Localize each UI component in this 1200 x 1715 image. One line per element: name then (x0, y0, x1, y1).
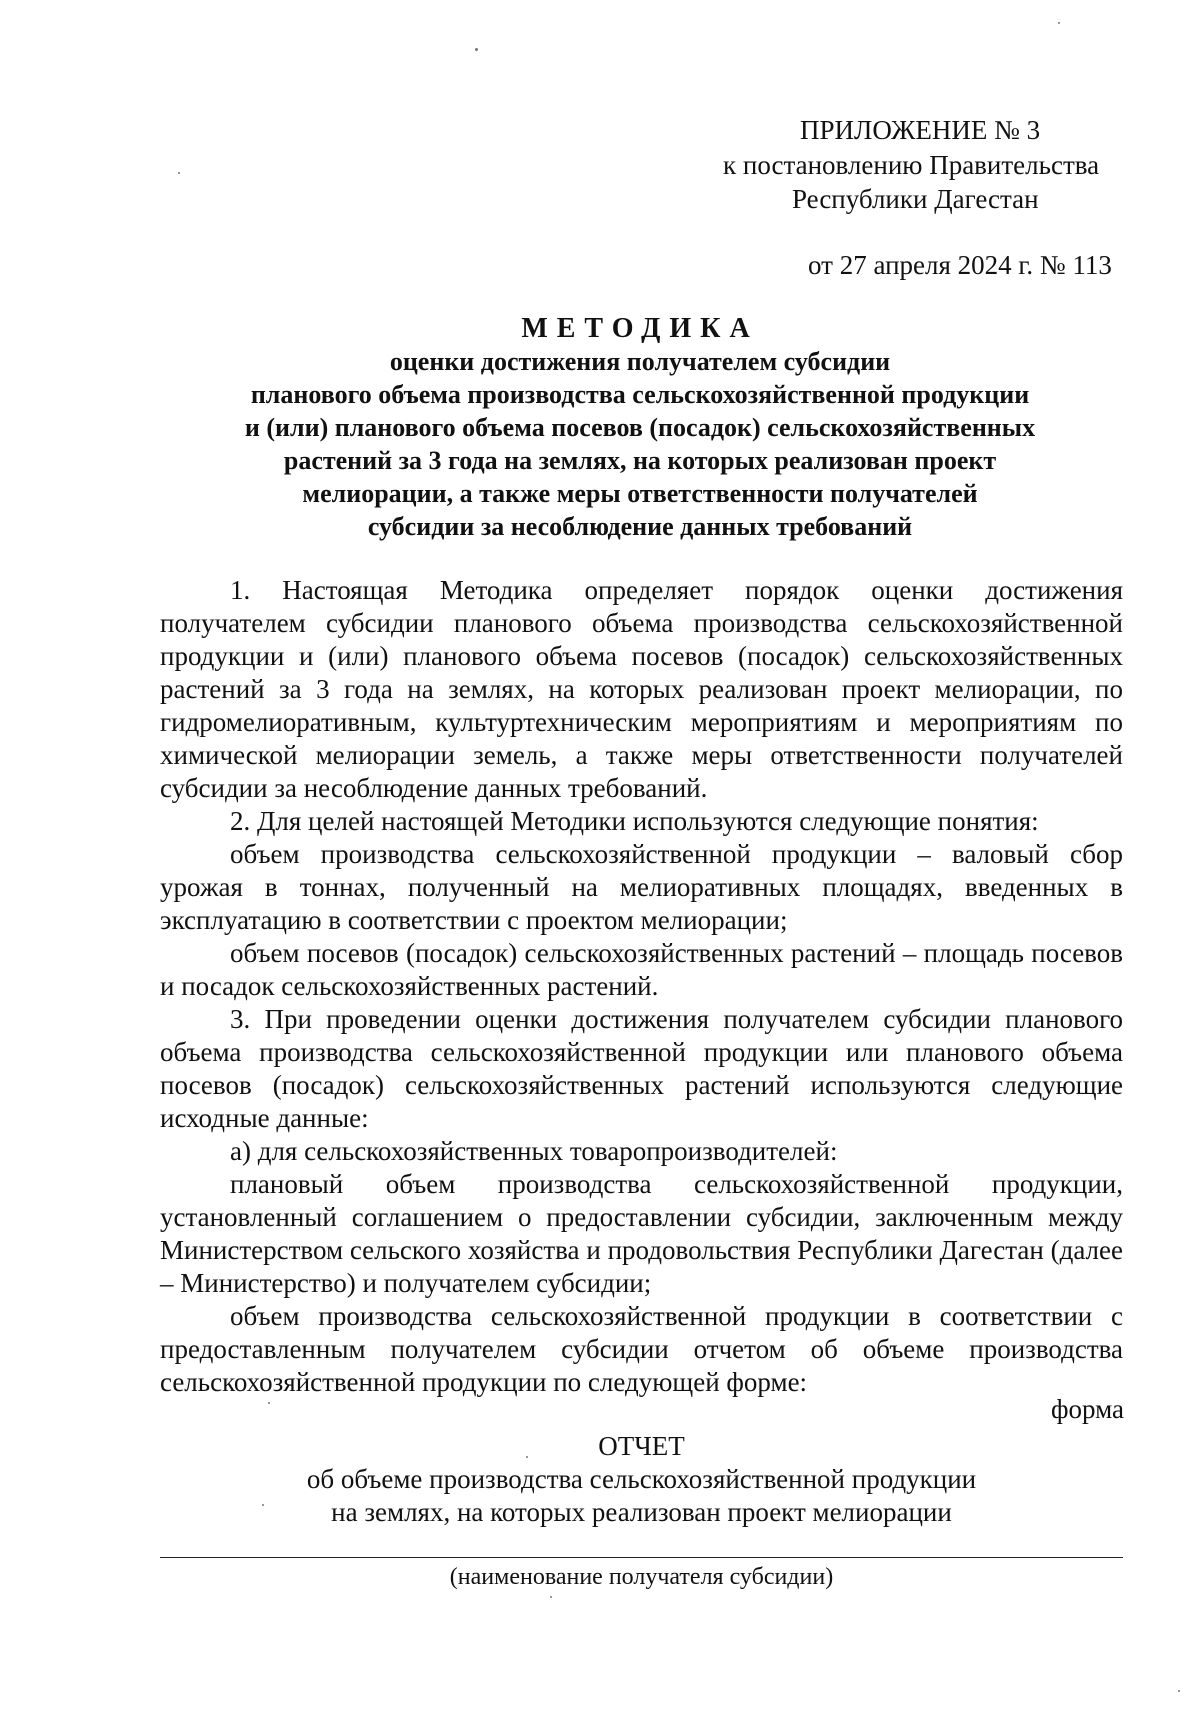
paragraph: объем производства сельскохозяйственной продукции – валовый сбор урожая в тоннах, полученный на мелиоративных площадях, введенных в эксплуатацию в соответствии с проектом мелиорации; (160, 839, 1123, 935)
report-subtitle: на землях, на которых реализован проект мелиорации (331, 1497, 952, 1527)
document-title (150, 312, 1130, 543)
scan-speck (268, 1402, 270, 1404)
report-subtitle: об объеме производства сельскохозяйственной продукции (306, 1464, 977, 1494)
paragraph: 1. Настоящая Методика определяет порядок оценки достижения получателем субсидии планового объема производства сельскохозяйственной продукции и (или) планового объема посевов (посадок) сельскохозяйственных растений за 3 года на землях, на которых реализован проект мелиорации, по гидромелиоративным, культуртехническим мероприятиям и мероприятиям по химической мелиорации земель, а также меры ответственности получателей субсидии за несоблюдение данных требований. (160, 575, 1123, 803)
scan-speck (550, 1596, 552, 1598)
scan-speck (178, 172, 180, 174)
scan-speck (526, 1456, 528, 1458)
paragraph: 2. Для целей настоящей Методики используются следующие понятия: (230, 806, 1039, 836)
title-line: и (или) планового объема посевов (посадок) сельскохозяйственных (244, 413, 1036, 442)
title-line: планового объема производства сельскохозяйственной продукции (250, 380, 1030, 409)
scan-speck (1178, 1690, 1180, 1692)
paragraph: объем посевов (посадок) сельскохозяйственных растений – площадь посевов и посадок сельскохозяйственных растений. (160, 938, 1123, 1001)
appendix-number: ПРИЛОЖЕНИЕ № 3 (800, 115, 1041, 145)
scan-speck (475, 48, 478, 51)
title-line: мелиорации, а также меры ответственности получателей (302, 479, 978, 508)
paragraph: плановый объем производства сельскохозяйственной продукции, установленный соглашением о предоставлении субсидии, заключенным между Министерством сельского хозяйства и продовольствия Республики Дагестан (далее – Министерство) и получателем субсидии; (160, 1169, 1123, 1298)
scan-speck (262, 1504, 264, 1506)
title-main: МЕТОДИКА (521, 313, 759, 344)
title-line: оценки достижения получателем субсидии (389, 347, 891, 376)
document-body (160, 574, 1123, 1399)
paragraph: объем производства сельскохозяйственной продукции в соответствии с предоставленным получателем субсидии отчетом об объеме производства сельскохозяйственной продукции по следующей форме: (160, 1301, 1123, 1397)
title-line: субсидии за несоблюдение данных требований (367, 512, 913, 541)
form-label: форма (1051, 1394, 1124, 1424)
paragraph: 3. При проведении оценки достижения получателем субсидии планового объема производства сельскохозяйственной продукции или планового объема посевов (посадок) сельскохозяйственных растений используются следующие исходные данные: (160, 1004, 1123, 1133)
scan-speck (1058, 22, 1060, 24)
appendix-resolution-ref: к постановлению Правительства (723, 150, 1100, 180)
title-line: растений за 3 года на землях, на которых реализован проект (283, 446, 997, 475)
report-title: ОТЧЕТ (598, 1431, 685, 1461)
appendix-date: от 27 апреля 2024 г. № 113 (808, 250, 1112, 280)
appendix-republic: Республики Дагестан (792, 184, 1039, 214)
recipient-name-caption: (наименование получателя субсидии) (449, 1564, 834, 1590)
recipient-name-line (160, 1557, 1123, 1558)
paragraph: а) для сельскохозяйственных товаропроизводителей: (230, 1136, 838, 1166)
